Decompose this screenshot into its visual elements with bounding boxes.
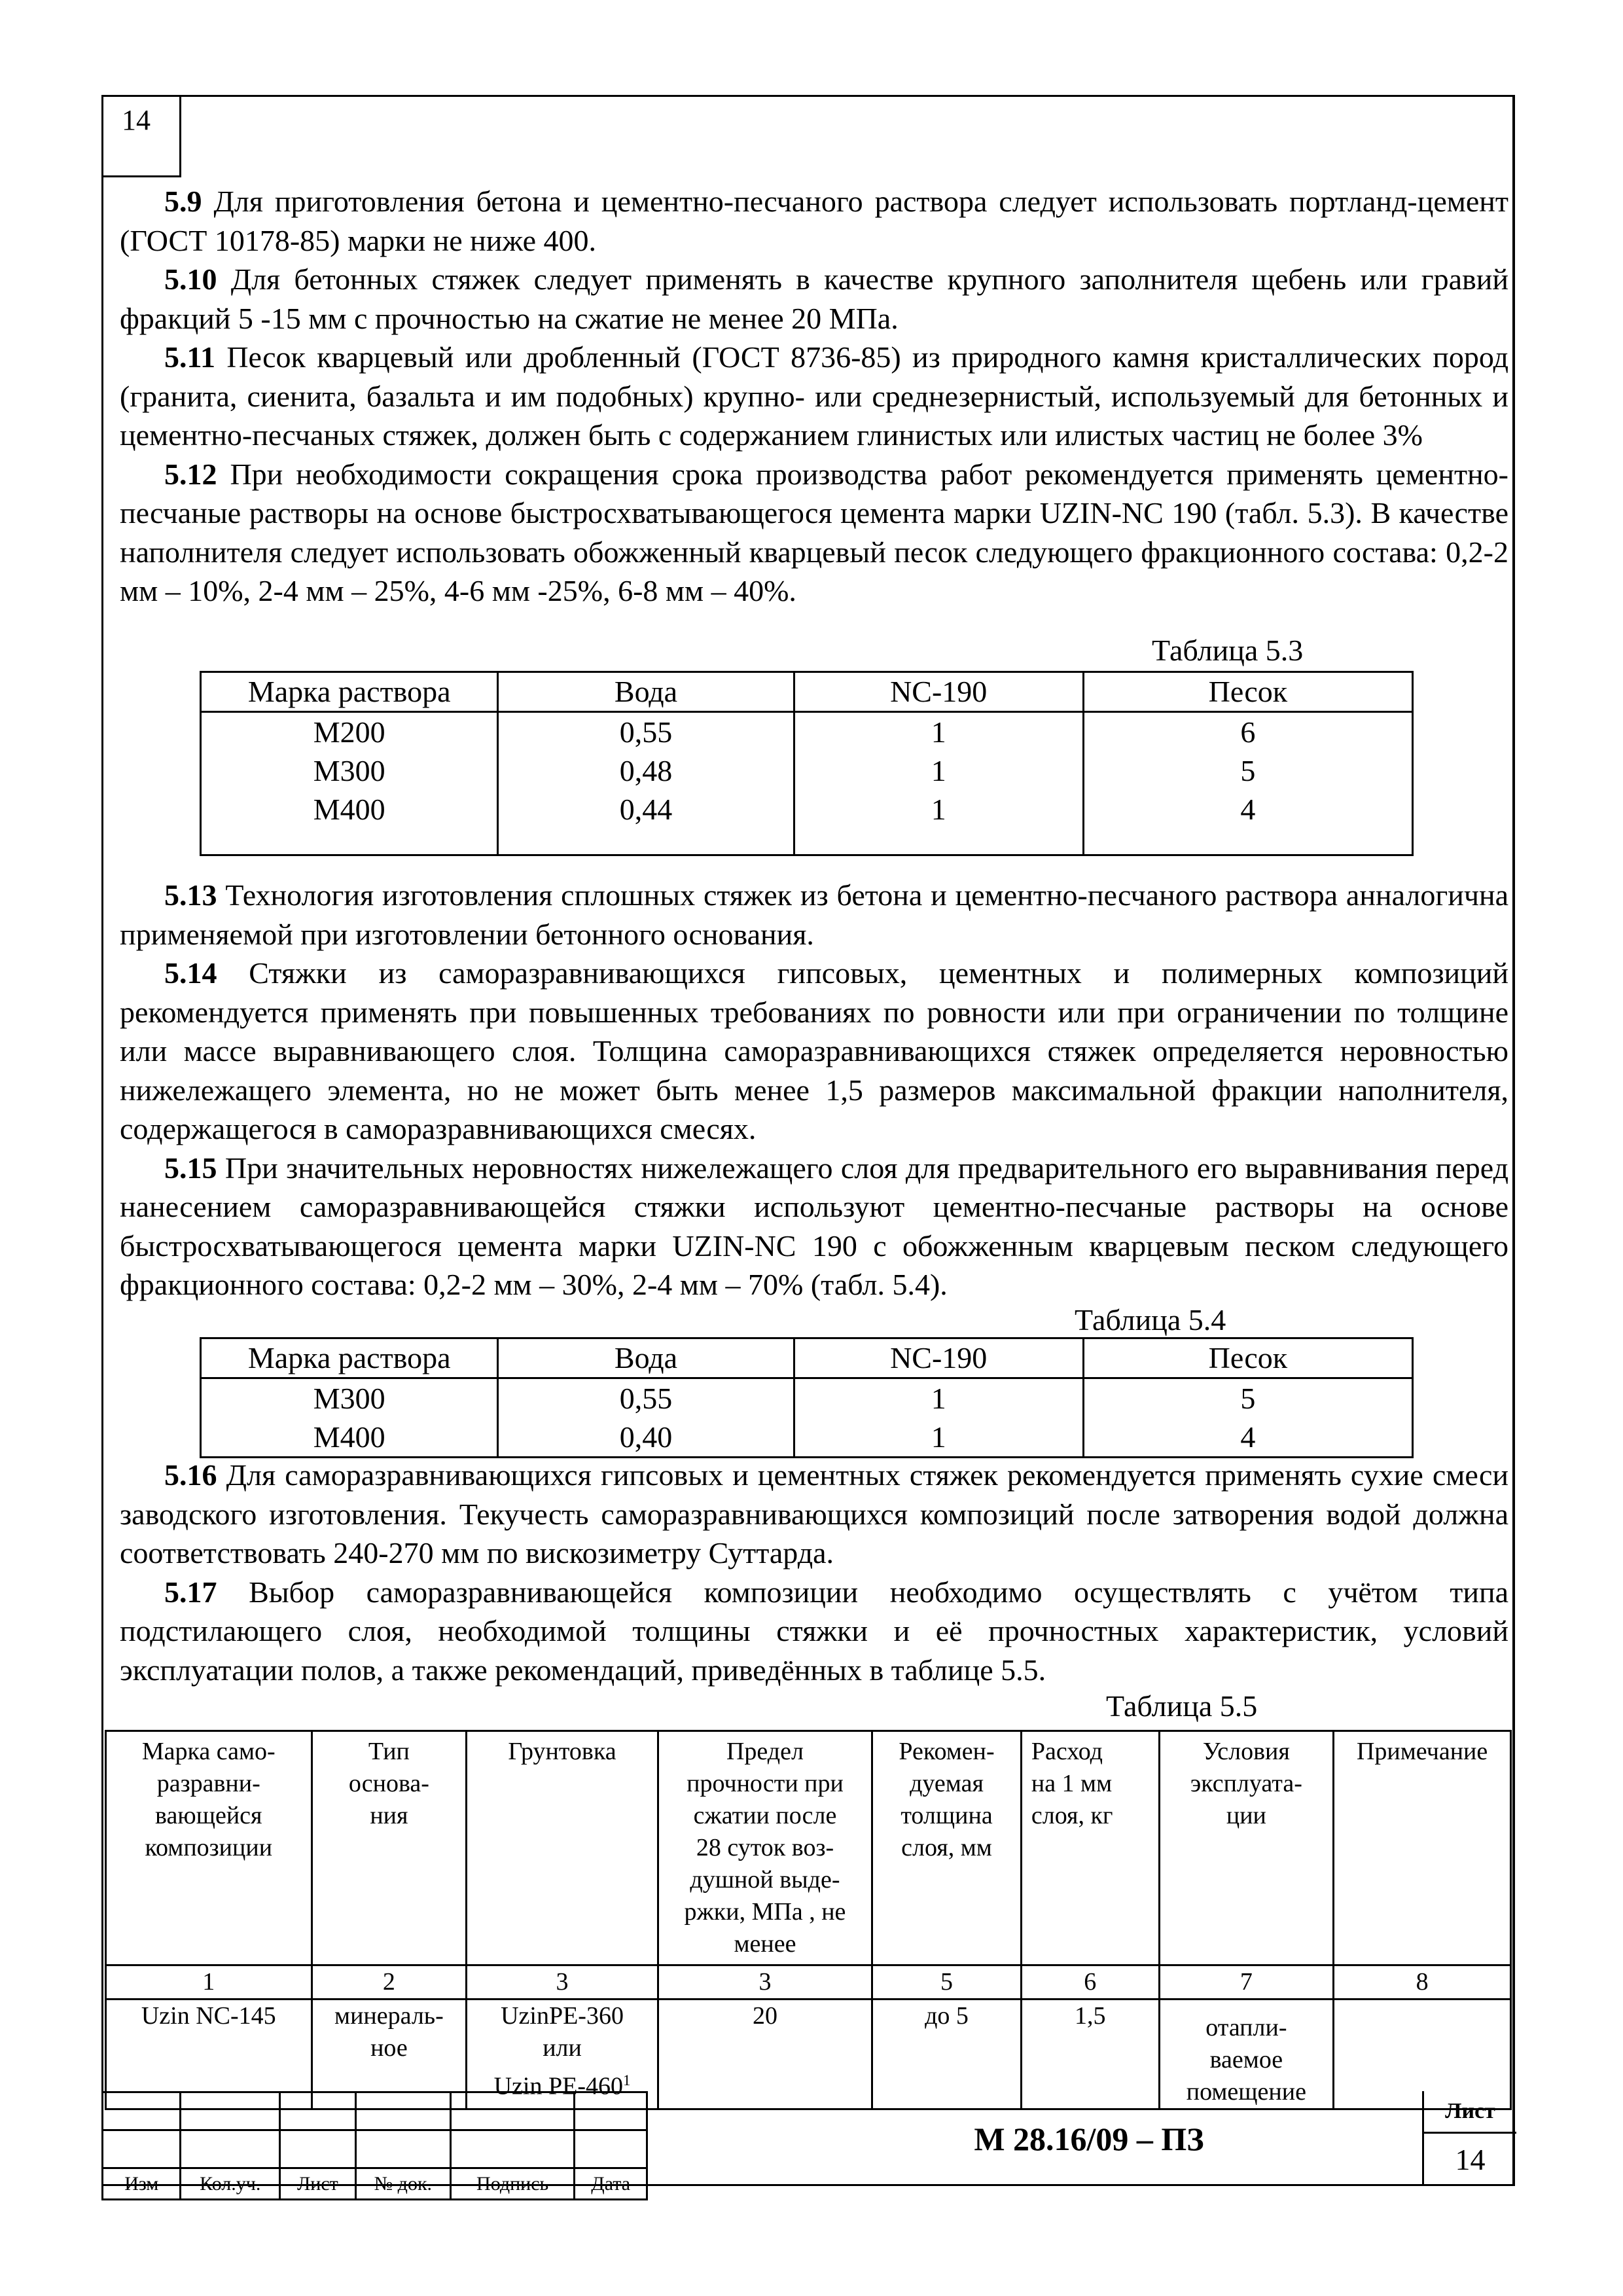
consumption-cell: 1,5 (1021, 2000, 1159, 2109)
header-line: ции (1226, 1802, 1266, 1829)
paragraph-text: Для саморазравнивающихся гипсовых и цементных стяжек рекомендуется применять сухие смеси заводского изготовления. Текучесть саморазравнивающихся композиций после затворения водой должна соответствовать 240-270 мм по вискозиметру Суттарда. (120, 1458, 1508, 1570)
cell-line: или (543, 2034, 582, 2062)
paragraph-text: При необходимости сокращения срока производства работ рекомендуется применять цементно-песчаные растворы на основе быстросхватывающегося цемента марки UZIN-NC 190 (табл. 5.3). В качестве наполнителя следует использовать обожженный кварцевый песок следующего фракционного состава: 0,2-2 мм – 10%, 2-4 мм – 25%, 4-6 мм -25%, 6-8 мм – 40%. (120, 457, 1508, 607)
paragraph-number: 5.17 (164, 1575, 217, 1609)
table-cell: 5 (1083, 751, 1412, 790)
table-cell: 1 (794, 1418, 1083, 1458)
column-number: 5 (872, 1965, 1022, 2000)
header-line: композиции (145, 1834, 273, 1861)
table-row (201, 790, 1413, 829)
column-number: 3 (467, 1965, 658, 2000)
brand-cell: Uzin NC-145 (106, 2000, 312, 2109)
column-header-note (1334, 1731, 1511, 1965)
paragraph-text: Для бетонных стяжек следует применять в качестве крупного заполнителя щебень или гравий фракций 5 -15 мм с прочностью на сжатие не менее 20 МПа. (120, 262, 1508, 335)
text-block-1 (120, 182, 1508, 611)
paragraph-number: 5.11 (164, 340, 215, 374)
column-number: 2 (312, 1965, 467, 2000)
primer-name: Uzin PE-460 (493, 2072, 623, 2100)
column-header: Марка раствора (201, 672, 498, 712)
table-row (201, 751, 1413, 790)
paragraph-number: 5.9 (164, 185, 202, 218)
table-5-4 (200, 1337, 1414, 1458)
table-header-row (201, 1338, 1413, 1378)
column-header: Вода (498, 1338, 794, 1378)
table-cell: 1 (794, 751, 1083, 790)
column-header-conditions (1159, 1731, 1334, 1965)
header-line: прочности при (687, 1770, 844, 1797)
column-header-base-type (312, 1731, 467, 1965)
header-line: эксплуата- (1190, 1770, 1302, 1797)
paragraph-number: 5.16 (164, 1458, 217, 1492)
column-header: Марка раствора (201, 1338, 498, 1378)
table-cell: 0,55 (498, 712, 794, 752)
column-number: 1 (106, 1965, 312, 2000)
header-line: Марка само- (141, 1738, 276, 1765)
sheet-label: Лист (1424, 2091, 1516, 2134)
paragraph-number: 5.14 (164, 956, 217, 990)
table-cell: 0,40 (498, 1418, 794, 1458)
header-line: Предел (726, 1738, 804, 1765)
table-cell: 0,55 (498, 1378, 794, 1418)
table-cell: 1 (794, 790, 1083, 829)
column-number: 8 (1334, 1965, 1511, 2000)
table-cell: 0,44 (498, 790, 794, 829)
cell-line: ное (370, 2034, 408, 2062)
column-header-brand (106, 1731, 312, 1965)
column-header-primer (467, 1731, 658, 1965)
table-spacer-row (201, 829, 1413, 855)
header-line: Грунтовка (508, 1738, 616, 1765)
label-date: Дата (575, 2168, 647, 2200)
cell-line: помещение (1186, 2078, 1306, 2106)
table-cell: М400 (201, 790, 498, 829)
paragraph-number: 5.10 (164, 262, 217, 296)
table-cell: 6 (1083, 712, 1412, 752)
table-cell: 4 (1083, 790, 1412, 829)
header-line: душной выде- (690, 1866, 840, 1893)
label-doc-number: № док. (355, 2168, 450, 2200)
table-header-row (106, 1731, 1511, 1965)
paragraph-5-13 (120, 876, 1508, 954)
header-line: 28 суток воз- (696, 1834, 834, 1861)
revision-grid (101, 2091, 648, 2200)
header-line: дуемая (910, 1770, 984, 1797)
header-line: вающейся (155, 1802, 262, 1829)
paragraph-5-10 (120, 260, 1508, 338)
footnote-marker: 1 (623, 2072, 631, 2089)
text-block-2 (120, 876, 1508, 1304)
table-5-5-caption: Таблица 5.5 (1106, 1689, 1258, 1723)
paragraph-text: Стяжки из саморазравнивающихся гипсовых, цементных и полимерных композиций рекомендуется применять при повышенных требованиях по ровности или при ограничении по толщине или массе выравнивающего слоя. Толщина саморазравнивающихся стяжек определяется неровностью нижележащего элемента, но не может быть менее 1,5 размеров максимальной фракции наполнителя, содержащегося в саморазравнивающихся смесях. (120, 956, 1508, 1145)
paragraph-5-12 (120, 455, 1508, 611)
column-header: NC-190 (794, 1338, 1083, 1378)
title-block (101, 2091, 1516, 2195)
header-line: слоя, кг (1031, 1802, 1113, 1829)
paragraph-number: 5.15 (164, 1151, 217, 1185)
table-cell: 1 (794, 712, 1083, 752)
table-cell: 0,48 (498, 751, 794, 790)
cell-line: ваемое (1209, 2046, 1283, 2073)
paragraph-text: Песок кварцевый или дробленный (ГОСТ 8736-85) из природного камня кристаллических пород (гранита, сиенита, базальта и им подобных) крупно- или среднезернистый, используемый для бетонных и цементно-песчаных стяжек, должен быть с содержанием глинистых или илистых частиц не более 3% (120, 340, 1508, 452)
column-header: Песок (1083, 672, 1412, 712)
column-number: 6 (1021, 1965, 1159, 2000)
thickness-cell: до 5 (872, 2000, 1022, 2109)
column-number: 3 (658, 1965, 872, 2000)
table-row (201, 712, 1413, 752)
table-cell: 1 (794, 1378, 1083, 1418)
paragraph-text: Выбор саморазравнивающейся композиции необходимо осуществлять с учётом типа подстилающего слоя, необходимой толщины стяжки и её прочностных характеристик, условий эксплуатации полов, а также рекомендаций, приведённых в таблице 5.5. (120, 1575, 1508, 1687)
header-line: Рекомен- (899, 1738, 995, 1765)
paragraph-text: Технология изготовления сплошных стяжек из бетона и цементно-песчаного раствора анналогична применяемой при изготовлении бетонного основания. (120, 878, 1508, 951)
paragraph-number: 5.12 (164, 457, 217, 491)
header-line: основа- (348, 1770, 429, 1797)
table-cell: М200 (201, 712, 498, 752)
table-header-row (201, 672, 1413, 712)
paragraph-number: 5.13 (164, 878, 217, 912)
header-line: Тип (368, 1738, 410, 1765)
table-cell: М300 (201, 1378, 498, 1418)
cell-line: UzinPE-360 (501, 2002, 624, 2030)
header-line: разравни- (156, 1770, 260, 1797)
table-cell: М300 (201, 751, 498, 790)
paragraph-5-15 (120, 1149, 1508, 1304)
header-line: ржки, МПа , не (684, 1898, 846, 1926)
cell-line: минераль- (334, 2002, 444, 2030)
paragraph-5-9 (120, 182, 1508, 260)
header-line: толщина (901, 1802, 993, 1829)
revision-labels-row (103, 2168, 647, 2200)
column-header: NC-190 (794, 672, 1083, 712)
header-line: менее (734, 1930, 796, 1958)
table-row (201, 1378, 1413, 1418)
header-line: сжатии после (693, 1802, 837, 1829)
column-header: Вода (498, 672, 794, 712)
label-kol-uch: Кол.уч. (181, 2168, 280, 2200)
table-5-3 (200, 671, 1414, 856)
table-5-5 (105, 1730, 1512, 2110)
table-cell: М400 (201, 1418, 498, 1458)
header-line: Расход (1031, 1738, 1103, 1765)
table-5-3-caption: Таблица 5.3 (1152, 634, 1304, 667)
header-line: слоя, мм (901, 1834, 992, 1861)
header-line: ния (370, 1802, 408, 1829)
paragraph-5-11 (120, 338, 1508, 455)
column-number-row (106, 1965, 1511, 2000)
label-izm: Изм (103, 2168, 181, 2200)
column-header-consumption (1021, 1731, 1159, 1965)
cell-line: отапли- (1205, 2014, 1287, 2041)
paragraph-5-14 (120, 954, 1508, 1149)
document-code: М 28.16/09 – ПЗ (974, 2120, 1204, 2157)
table-cell: 5 (1083, 1378, 1412, 1418)
header-line: Примечание (1356, 1738, 1488, 1765)
table-5-4-caption: Таблица 5.4 (1075, 1303, 1226, 1336)
column-header-thickness (872, 1731, 1022, 1965)
column-header: Песок (1083, 1338, 1412, 1378)
strength-cell: 20 (658, 2000, 872, 2109)
corner-page-number: 14 (101, 95, 181, 177)
sheet-number: 14 (1455, 2143, 1486, 2176)
table-cell: 4 (1083, 1418, 1412, 1458)
column-header-strength (658, 1731, 872, 1965)
table-row (201, 1418, 1413, 1458)
header-line: Условия (1202, 1738, 1290, 1765)
label-signature: Подпись (450, 2168, 574, 2200)
paragraph-text: При значительных неровностях нижележащего слоя для предварительного его выравнивания перед нанесением саморазравнивающейся стяжки используют цементно-песчаные растворы на основе быстросхватывающегося цемента марки UZIN-NC 190 с обожженным кварцевым песком следующего фракционного состава: 0,2-2 мм – 30%, 2-4 мм – 70% (табл. 5.4). (120, 1151, 1508, 1301)
label-list: Лист (280, 2168, 356, 2200)
text-block-3 (120, 1456, 1508, 1689)
column-number: 7 (1159, 1965, 1334, 2000)
sheet-box (1422, 2091, 1516, 2186)
paragraph-text: Для приготовления бетона и цементно-песчаного раствора следует использовать портланд-цемент (ГОСТ 10178-85) марки не ниже 400. (120, 185, 1508, 257)
paragraph-5-17 (120, 1573, 1508, 1690)
header-line: на 1 мм (1031, 1770, 1113, 1797)
paragraph-5-16 (120, 1456, 1508, 1573)
